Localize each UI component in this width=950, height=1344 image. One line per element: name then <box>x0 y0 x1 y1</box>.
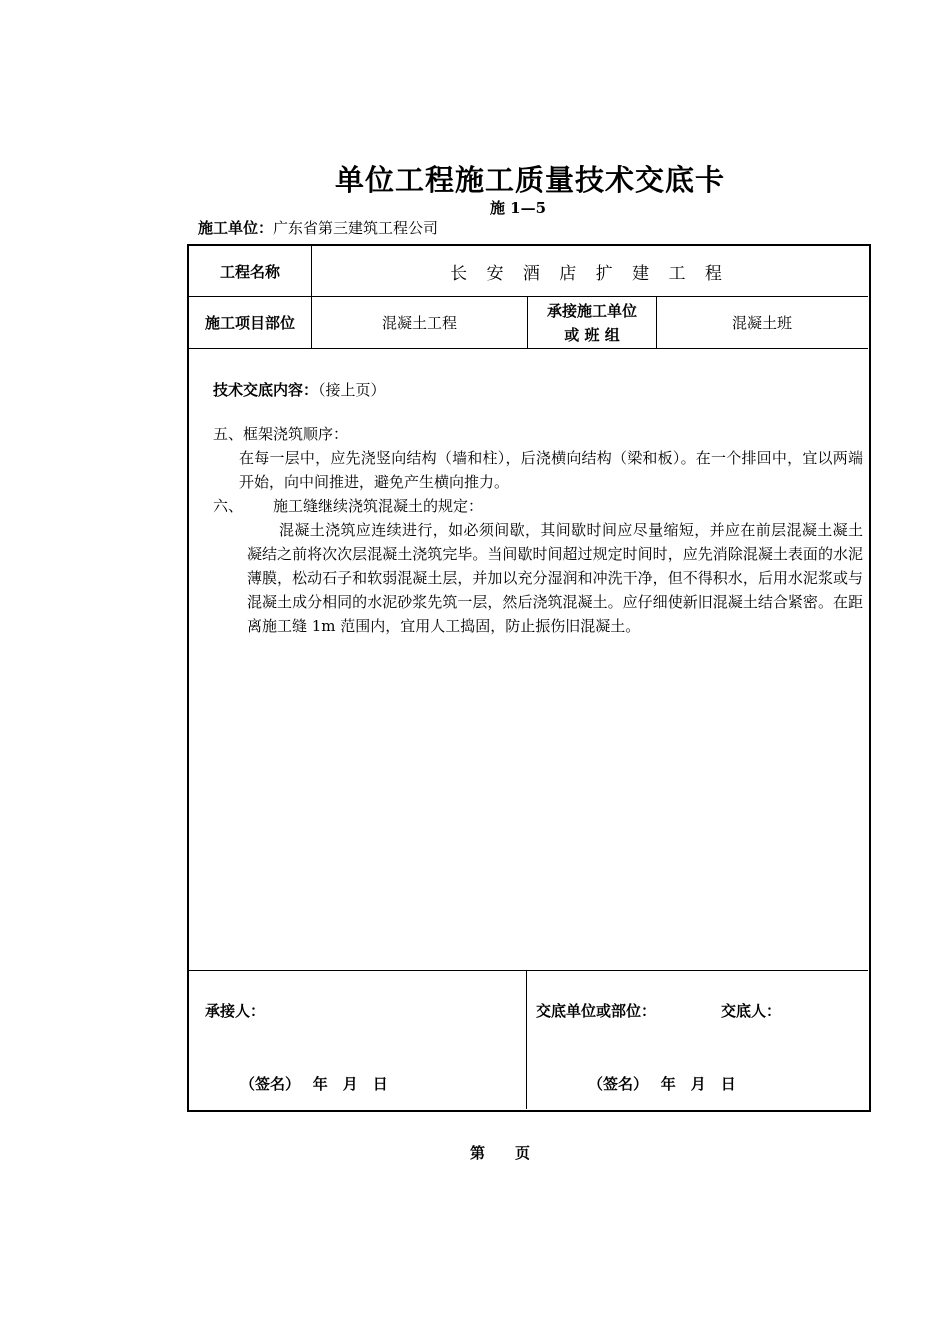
content-intro <box>213 378 863 402</box>
disclosure-content <box>213 378 863 638</box>
part-value: 混凝土工程 <box>381 314 457 332</box>
team-value: 混凝土班 <box>731 314 792 332</box>
receiver-sign-date: （签名） 年 月 日 <box>240 1075 388 1093</box>
disclosure-form-table <box>187 244 871 1112</box>
discloser-label: 交底人： <box>721 1002 782 1020</box>
team-label-line1: 承接施工单位 <box>546 301 637 320</box>
row-divider <box>188 970 868 971</box>
team-label <box>528 297 656 348</box>
column-divider <box>526 971 527 1109</box>
team-label-line2: 或 班 组 <box>564 325 620 344</box>
content-intro-note: （接上页） <box>318 381 386 399</box>
section5-title: 五、框架浇筑顺序： <box>213 425 349 443</box>
section6-number: 六、 <box>213 497 244 515</box>
discloser-sign-date: （签名） 年 月 日 <box>588 1075 736 1093</box>
part-label: 施工项目部位 <box>204 314 295 332</box>
construction-unit-label: 施工单位： <box>198 219 274 237</box>
project-name-label: 工程名称 <box>219 262 280 281</box>
receiver-label: 承接人： <box>205 1002 266 1020</box>
project-name-value: 长 安 酒 店 扩 建 工 程 <box>450 263 729 284</box>
content-intro-label: 技术交底内容： <box>213 381 319 399</box>
section6-title: 施工缝继续浇筑混凝土的规定： <box>273 497 484 515</box>
section6-body: 混凝土浇筑应连续进行，如必须间歇，其间歇时间应尽量缩短，并应在前层混凝土凝土凝结之前将次次层混凝土浇筑完毕。当间歇时间超过规定时间时，应先消除混凝土表面的水泥薄膜，松动石子和软弱混凝土层，并加以充分湿润和冲洗干净，但不得积水，后用水泥浆或与混凝土成分相同的水泥砂浆先筑一层，然后浇筑混凝土。应仔细使新旧混凝土结合紧密。在距离施工缝 1m 范围内，宜用人工捣固，防止振伤旧混凝土。 <box>247 521 863 635</box>
form-code: 施 1—5 <box>489 199 547 217</box>
construction-unit-value: 广东省第三建筑工程公司 <box>273 219 439 237</box>
document-title: 单位工程施工质量技术交底卡 <box>334 163 725 197</box>
section6-heading <box>213 494 863 518</box>
row-divider <box>188 348 868 349</box>
construction-unit-line <box>198 217 438 238</box>
page-number: 第 页 <box>469 1144 530 1162</box>
discloser-unit-label: 交底单位或部位： <box>536 1002 657 1020</box>
section5-body: 在每一层中，应先浇竖向结构（墙和柱），后浇横向结构（梁和板）。在一个排回中，宜以两端开始，向中间推进，避免产生横向推力。 <box>239 449 863 491</box>
